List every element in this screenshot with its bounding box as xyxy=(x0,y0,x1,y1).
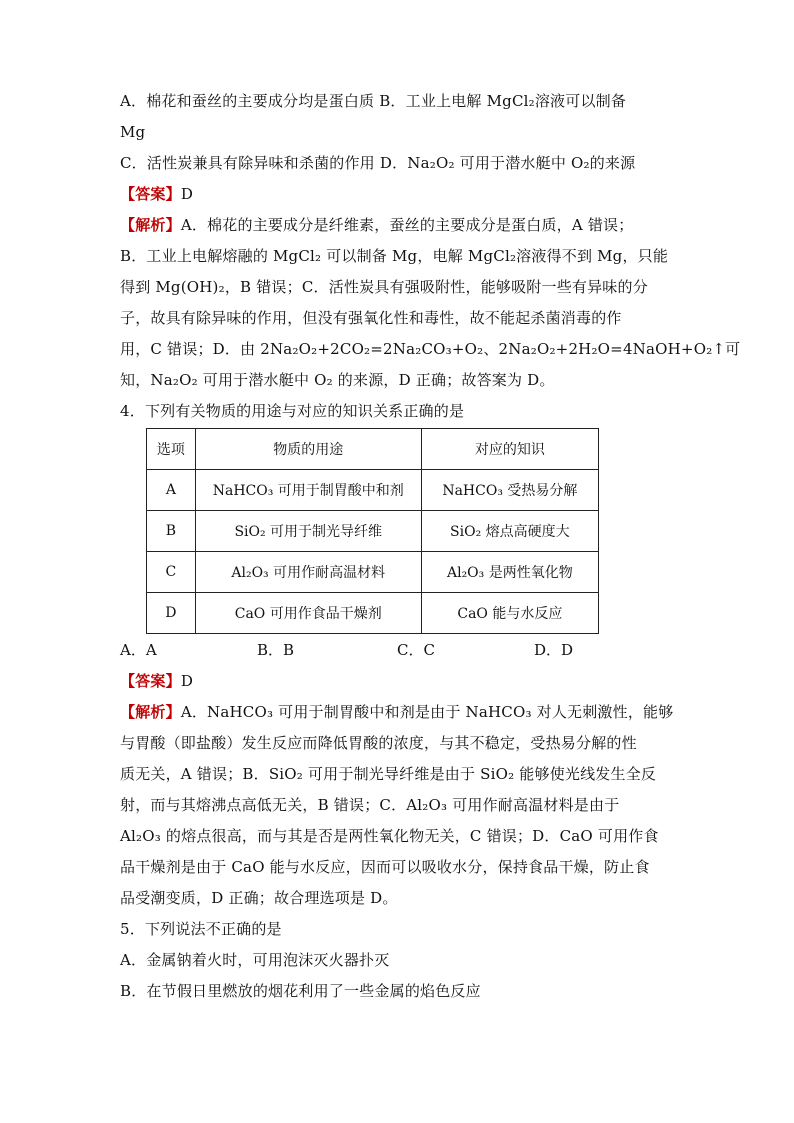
table-cell: CaO 可用作食品干燥剂 xyxy=(195,593,421,634)
choice-a: A．A xyxy=(120,641,157,659)
q3-option-line: A．棉花和蚕丝的主要成分均是蛋白质 B．工业上电解 MgCl₂溶液可以制备 xyxy=(120,92,627,110)
q3-analysis-line: 子，故具有除异味的作用，但没有强氧化性和毒性，故不能起杀菌消毒的作 xyxy=(120,309,622,327)
table-cell: SiO₂ 可用于制光导纤维 xyxy=(195,511,421,552)
table-cell: C xyxy=(147,552,196,593)
q4-analysis-line: 质无关，A 错误；B．SiO₂ 可用于制光导纤维是由于 SiO₂ 能够使光线发生全反 xyxy=(120,765,657,783)
q4-analysis-line: 品干燥剂是由于 CaO 能与水反应，因而可以吸收水分，保持食品干燥，防止食 xyxy=(120,858,650,876)
q4-stem: 4．下列有关物质的用途与对应的知识关系正确的是 xyxy=(120,402,465,420)
q3-analysis-line: 知，Na₂O₂ 可用于潜水艇中 O₂ 的来源，D 正确；故答案为 D。 xyxy=(120,371,555,389)
analysis-text: A．NaHCO₃ 可用于制胃酸中和剂是由于 NaHCO₃ 对人无刺激性，能够 xyxy=(180,703,674,721)
table-cell: NaHCO₃ 可用于制胃酸中和剂 xyxy=(195,470,421,511)
analysis-tag: 【解析】 xyxy=(120,216,181,234)
table-row xyxy=(147,552,599,593)
q3-option-line: C．活性炭兼具有除异味和杀菌的作用 D．Na₂O₂ 可用于潜水艇中 O₂的来源 xyxy=(120,154,636,172)
q5-stem: 5．下列说法不正确的是 xyxy=(120,920,282,938)
q3-answer xyxy=(120,179,680,210)
q4-analysis-line: 射，而与其熔沸点高低无关，B 错误；C．Al₂O₃ 可用作耐高温材料是由于 xyxy=(120,796,620,814)
q4-analysis-line: 品受潮变质，D 正确；故合理选项是 D。 xyxy=(120,889,398,907)
q3-analysis-line: B．工业上电解熔融的 MgCl₂ 可以制备 Mg，电解 MgCl₂溶液得不到 Mg，只能 xyxy=(120,247,669,265)
choice-d: D．D xyxy=(534,641,574,659)
table-cell: SiO₂ 熔点高硬度大 xyxy=(421,511,598,552)
q4-answer xyxy=(120,666,680,697)
table-row xyxy=(147,593,599,634)
answer-value: D xyxy=(180,185,194,203)
choice-b: B．B xyxy=(257,641,295,659)
table-cell: D xyxy=(147,593,196,634)
table-header: 选项 xyxy=(147,429,196,470)
q4-analysis-line: 与胃酸（即盐酸）发生反应而降低胃酸的浓度，与其不稳定，受热易分解的性 xyxy=(120,734,637,752)
table-cell: Al₂O₃ 可用作耐高温材料 xyxy=(195,552,421,593)
q3-analysis-line xyxy=(120,210,680,241)
q5-option: B．在节假日里燃放的烟花利用了一些金属的焰色反应 xyxy=(120,982,481,1000)
table-row xyxy=(147,511,599,552)
table-header: 对应的知识 xyxy=(421,429,598,470)
q3-option-line: Mg xyxy=(120,123,146,141)
analysis-text: A．棉花的主要成分是纤维素，蚕丝的主要成分是蛋白质，A 错误； xyxy=(180,216,634,234)
document-page xyxy=(120,86,741,1007)
answer-value: D xyxy=(180,672,194,690)
q3-analysis-line: 用，C 错误；D．由 2Na₂O₂+2CO₂=2Na₂CO₃+O₂、2Na₂O₂+2H₂O=4NaOH+O₂↑可 xyxy=(120,340,741,358)
answer-tag: 【答案】 xyxy=(120,672,181,690)
q5-option: A．金属钠着火时，可用泡沫灭火器扑灭 xyxy=(120,951,390,969)
analysis-tag: 【解析】 xyxy=(120,703,181,721)
table-cell: CaO 能与水反应 xyxy=(421,593,598,634)
table-cell: B xyxy=(147,511,196,552)
table-cell: Al₂O₃ 是两性氧化物 xyxy=(421,552,598,593)
q4-choices xyxy=(120,635,680,666)
table-cell: A xyxy=(147,470,196,511)
table-cell: NaHCO₃ 受热易分解 xyxy=(421,470,598,511)
choice-c: C．C xyxy=(397,641,435,659)
q4-table xyxy=(146,428,599,634)
table-header-row xyxy=(147,429,599,470)
q3-analysis-line: 得到 Mg(OH)₂，B 错误；C．活性炭具有强吸附性，能够吸附一些有异味的分 xyxy=(120,278,648,296)
q4-analysis-line xyxy=(120,697,680,728)
q4-analysis-line: Al₂O₃ 的熔点很高，而与其是否是两性氧化物无关，C 错误；D．CaO 可用作食 xyxy=(120,827,659,845)
table-row xyxy=(147,470,599,511)
table-header: 物质的用途 xyxy=(195,429,421,470)
answer-tag: 【答案】 xyxy=(120,185,181,203)
